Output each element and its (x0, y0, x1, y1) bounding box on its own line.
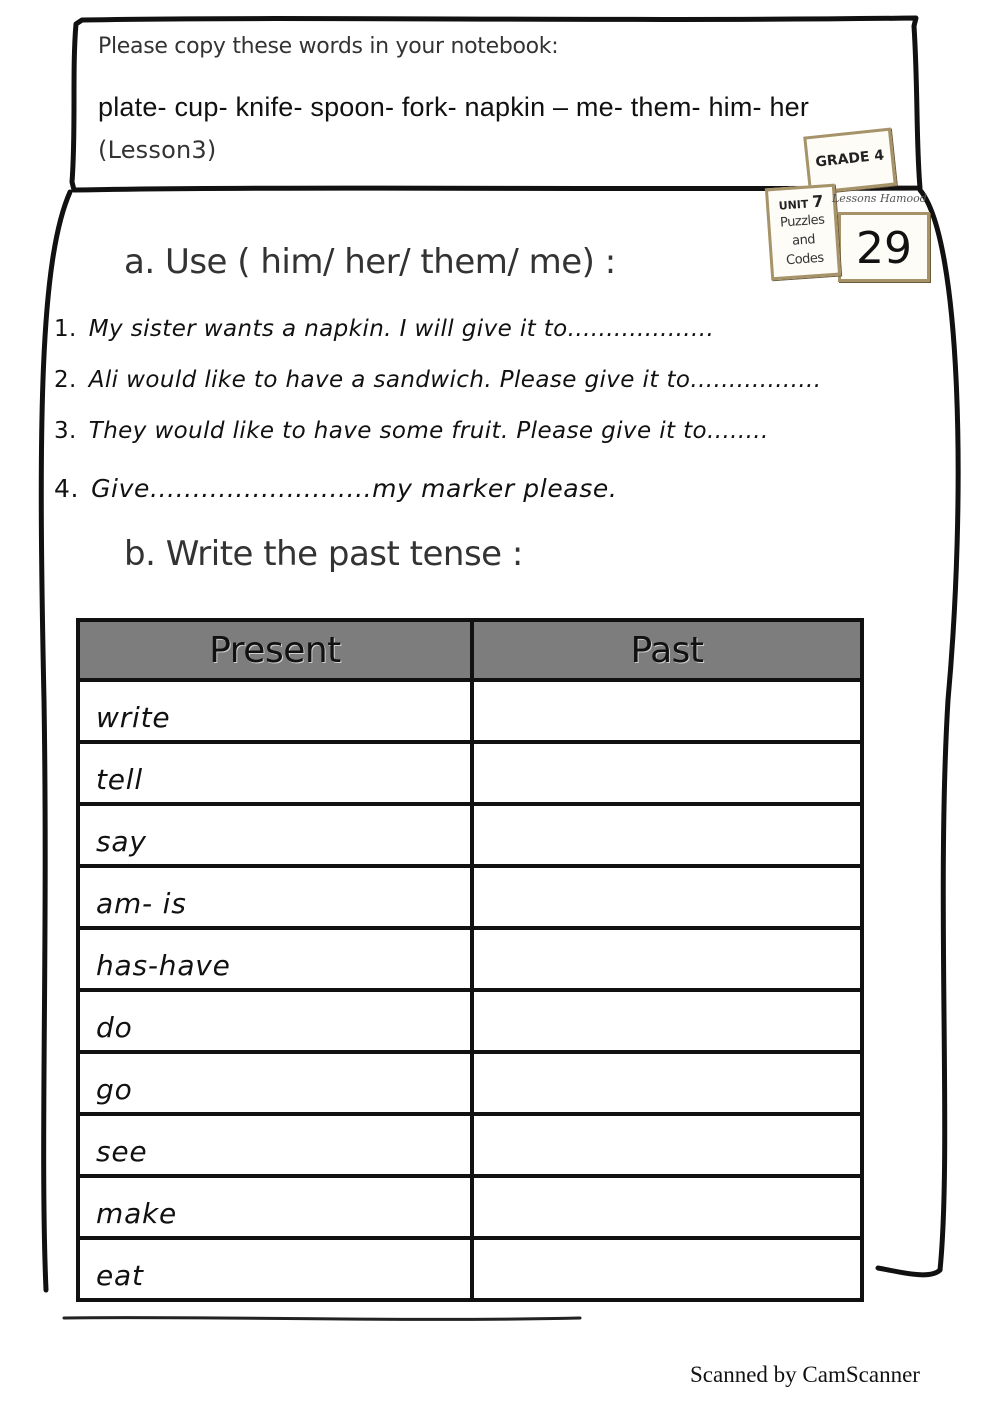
exercise-text: Give..........................my marker please. (91, 474, 618, 503)
table-row (78, 928, 862, 990)
exercise-number: 2. (54, 367, 77, 393)
unit-badge (765, 184, 841, 281)
unit-label: UNIT (778, 197, 809, 213)
exercise-item-1 (54, 316, 714, 342)
section-a-heading: a. Use ( him/ her/ them/ me) : (124, 242, 616, 282)
grade-label: GRADE 4 (814, 147, 885, 171)
table-row (78, 1114, 862, 1176)
past-answer-cell[interactable] (472, 680, 862, 742)
past-answer-cell[interactable] (472, 866, 862, 928)
table-row (78, 804, 862, 866)
past-answer-cell[interactable] (472, 1238, 862, 1300)
author-signature: Lessons Hamood (832, 192, 927, 205)
present-cell: am- is (78, 866, 472, 928)
present-cell: has-have (78, 928, 472, 990)
past-answer-cell[interactable] (472, 804, 862, 866)
present-cell: tell (78, 742, 472, 804)
present-cell: say (78, 804, 472, 866)
exercise-number: 3. (54, 418, 77, 444)
present-cell: eat (78, 1238, 472, 1300)
vocabulary-list: plate- cup- knife- spoon- fork- napkin – me- them- him- her (98, 92, 810, 122)
exercise-item-2 (54, 367, 821, 393)
table-row (78, 742, 862, 804)
exercise-text: They would like to have some fruit. Please give it to........ (88, 418, 769, 444)
present-cell: see (78, 1114, 472, 1176)
page-number-badge (838, 212, 930, 282)
present-cell: make (78, 1176, 472, 1238)
exercise-item-4 (54, 474, 617, 503)
table-row (78, 1052, 862, 1114)
table-header-row (78, 620, 862, 680)
unit-number: 7 (811, 191, 824, 212)
exercise-number: 4. (54, 474, 80, 503)
exercise-number: 1. (54, 316, 77, 342)
unit-title-line-2: and (791, 232, 816, 249)
present-cell: do (78, 990, 472, 1052)
scanner-watermark: Scanned by CamScanner (690, 1362, 920, 1387)
unit-title-line-1: Puzzles (779, 212, 825, 231)
exercise-text: My sister wants a napkin. I will give it to................... (88, 316, 715, 342)
past-tense-table (76, 618, 864, 1302)
present-cell: go (78, 1052, 472, 1114)
table-row (78, 680, 862, 742)
section-b-heading: b. Write the past tense : (124, 534, 523, 574)
copy-instruction: Please copy these words in your notebook: (98, 34, 559, 59)
past-answer-cell[interactable] (472, 928, 862, 990)
lesson-note: (Lesson3) (98, 136, 217, 164)
column-header-present: Present (78, 620, 472, 680)
past-answer-cell[interactable] (472, 1114, 862, 1176)
past-answer-cell[interactable] (472, 990, 862, 1052)
present-cell: write (78, 680, 472, 742)
exercise-item-3 (54, 418, 769, 444)
unit-title-line-3: Codes (785, 250, 825, 269)
table-row (78, 990, 862, 1052)
past-answer-cell[interactable] (472, 1052, 862, 1114)
table-row (78, 1176, 862, 1238)
table-row (78, 866, 862, 928)
exercise-text: Ali would like to have a sandwich. Please give it to................. (88, 367, 822, 393)
table-row (78, 1238, 862, 1300)
page-number: 29 (856, 223, 912, 274)
column-header-past: Past (472, 620, 862, 680)
past-answer-cell[interactable] (472, 742, 862, 804)
vocabulary-words (98, 86, 858, 171)
past-answer-cell[interactable] (472, 1176, 862, 1238)
